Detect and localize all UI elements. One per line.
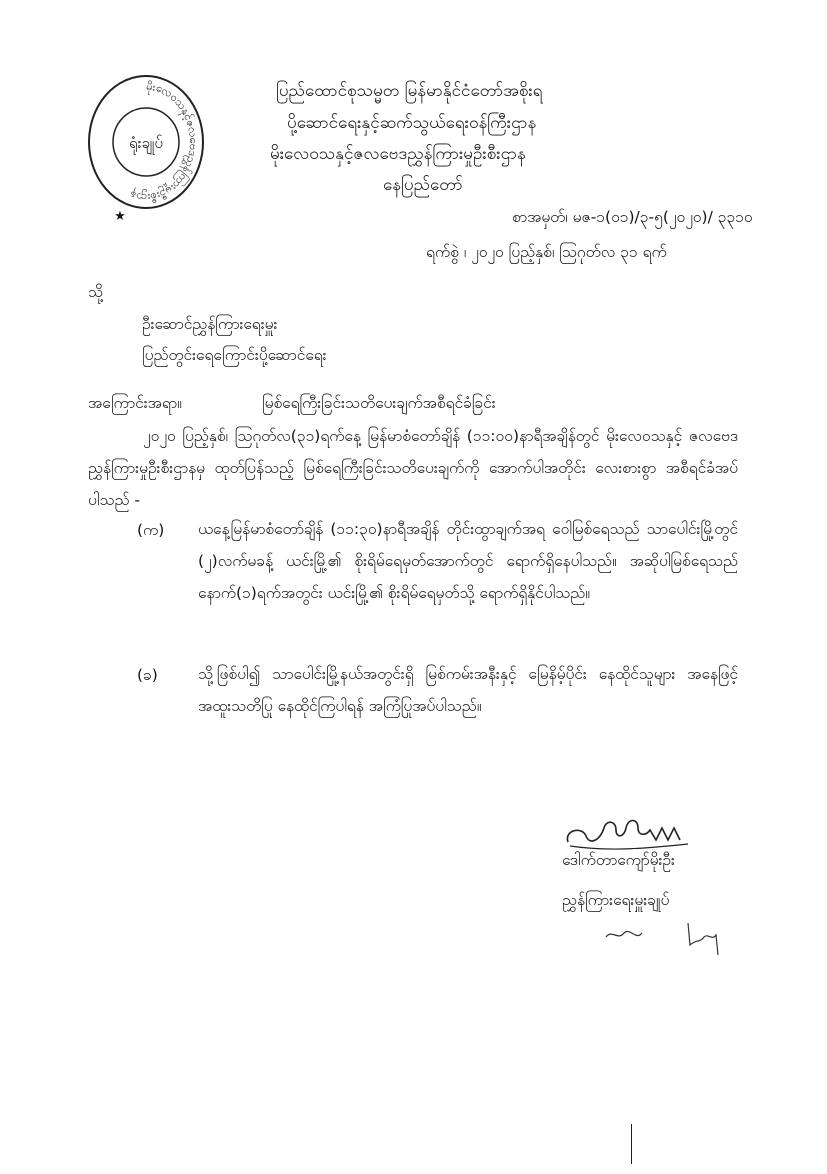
initials-scribble bbox=[600, 915, 730, 960]
header-line-4: နေပြည်တော် bbox=[383, 175, 463, 195]
letter-number: စာအမှတ်၊ မဇ-၁(၀၁)/၃-၅(၂၀၂၀)/ ၃၃၁၀ bbox=[512, 208, 753, 226]
header-line-2: ပို့ဆောင်ရေးနှင့်ဆက်သွယ်ရေးဝန်ကြီးဌာန bbox=[287, 113, 537, 133]
department-seal bbox=[86, 74, 206, 220]
item-marker: (က) bbox=[137, 521, 165, 539]
seal-center-text: ရုံးချုပ် bbox=[129, 134, 163, 152]
header-line-1: ပြည်ထောင်စုသမ္မတ မြန်မာနိုင်ငံတော်အစိုးရ bbox=[276, 81, 543, 101]
letter-date: ရက်စွဲ ၊ ၂၀၂၀ ပြည့်နှစ်၊ ဩဂုတ်လ ၃၁ ရက် bbox=[426, 243, 667, 261]
recipient-title: ဦးဆောင်ညွှန်ကြားရေးမှူး bbox=[142, 315, 278, 333]
signatory-title: ညွှန်ကြားရေးမှူးချုပ် bbox=[562, 891, 670, 909]
recipient-department: ပြည်တွင်းရေကြောင်းပို့ဆောင်ရေး bbox=[142, 346, 327, 364]
seal-graphic bbox=[86, 74, 206, 220]
body-intro: ၂၀၂၀ ပြည့်နှစ်၊ ဩဂုတ်လ(၃၁)ရက်နေ့ မြန်မာစံတော်ချိန် (၁၁:၀၀)နာရီအချိန်တွင် မိုးလေဝသနှင့် ဇလဗေဒညွှန်ကြားမှုဦးစီးဌာနမှ ထုတ်ပြန်သည့် မြစ်ရေကြီးခြင်းသတိပေးချက်ကို အောက်ပါအတိုင်း လေးစားစွာ အစီရင်ခံအပ်ပါသည် - bbox=[88, 427, 738, 509]
list-item: ယနေ့မြန်မာစံတော်ချိန် (၁၁:၃၀)နာရီအချိန် တိုင်းထွာချက်အရ ဝေါမြစ်ရေသည် သာပေါင်းမြို့တွင် (၂)လက်မခန့် ယင်းမြို့၏ စိုးရိမ်ရေမှတ်အောက်တွင် ရောက်ရှိနေပါသည်။ အဆိုပါမြစ်ရေသည် နောက်(၁)ရက်အတွင်း ယင်းမြို့၏ စိုးရိမ်ရေမှတ်သို့ ရောက်ရှိနိုင်ပါသည်။ bbox=[198, 520, 738, 602]
recipient-to: သို့ bbox=[88, 283, 103, 301]
subject-text: မြစ်ရေကြီးခြင်းသတိပေးချက်အစီရင်ခံခြင်း bbox=[262, 394, 496, 412]
seal-ring-text: မိုးလေဝသနှင့်ဇလဗေဒညွှန်ကြားမှုဦးစီးဌာန bbox=[128, 79, 201, 205]
subject-label: အကြောင်းအရာ။ bbox=[88, 394, 182, 412]
signatory-name: ဒေါက်တာကျော်မိုးဦး bbox=[562, 851, 675, 869]
header-line-3: မိုးလေဝသနှင့်ဇလဗေဒညွှန်ကြားမှုဦးစီးဌာန bbox=[270, 144, 526, 164]
item-marker: (ခ) bbox=[137, 666, 158, 684]
list-item: သို့ဖြစ်ပါ၍ သာပေါင်းမြို့နယ်အတွင်းရှိ မြစ်ကမ်းအနီးနှင့် မြေနိမ့်ပိုင်း နေထိုင်သူများ အနေဖြင့် အထူးသတိပြု နေထိုင်ကြပါရန် အကြံပြုအပ်ပါသည်။ bbox=[198, 665, 738, 715]
seal-star-icon: ★ bbox=[114, 209, 126, 220]
margin-line bbox=[631, 1124, 632, 1164]
